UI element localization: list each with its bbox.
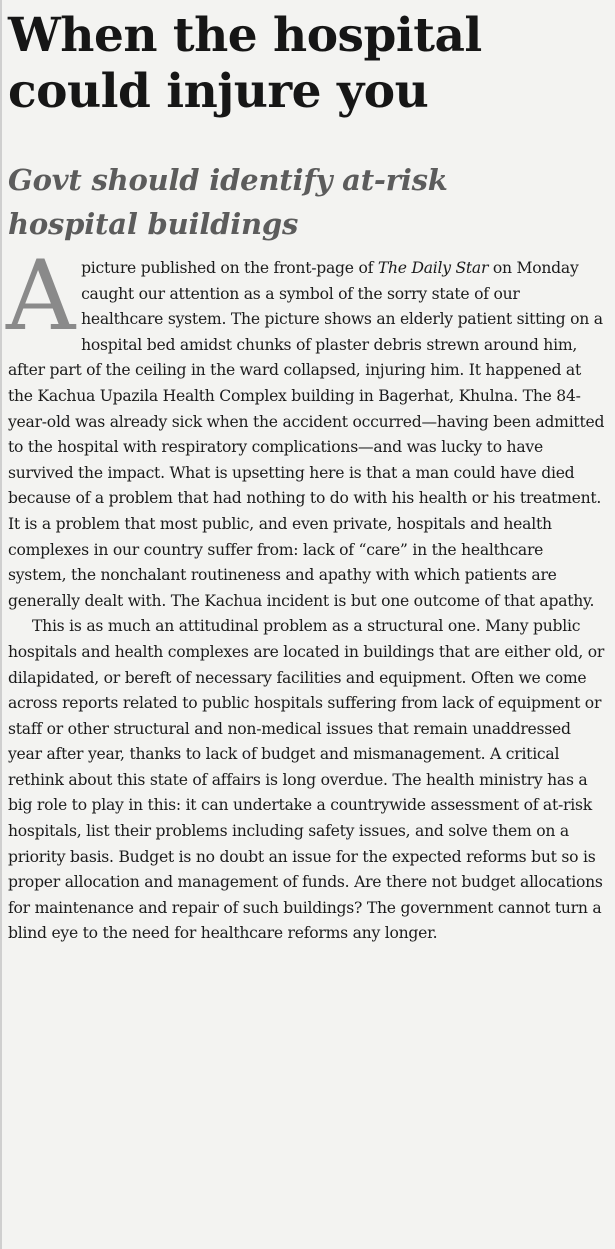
paragraph-2: This is as much an attitudinal problem as a structural one. Many public hospitals and health complexes are located in buildings that are either old, or dilapidated, or bereft of necessary facilities and equipment. Often we come across reports related to public hospitals suffering from lack of equipment or staff or other structural and non-medical issues that remain unaddressed year after year, thanks to lack of budget and mismanagement. A critical rethink about this state of affairs is long overdue. The health ministry has a big role to play in this: it can undertake a countrywide assessment of at-risk hospitals, list their problems including safety issues, and solve them on a priority basis. Budget is no doubt an issue for the expected reforms but so is proper allocation and management of funds. Are there not budget allocations for maintenance and repair of such buildings? The government cannot turn a blind eye to the need for healthcare reforms any longer. bbox=[8, 617, 605, 943]
paragraph-1 bbox=[6, 240, 606, 614]
paragraph-1-intro: picture published on the front-page of bbox=[81, 259, 378, 277]
article-body bbox=[6, 240, 606, 947]
publication-name: The Daily Star bbox=[377, 259, 489, 277]
headline-line-1: When the hospital bbox=[8, 8, 482, 63]
headline bbox=[8, 8, 608, 120]
subheadline-line-2: hospital buildings bbox=[8, 207, 299, 241]
drop-cap: A bbox=[6, 240, 76, 352]
subheadline-line-1: Govt should identify at-risk bbox=[8, 163, 448, 197]
headline-line-2: could injure you bbox=[8, 64, 429, 119]
column-rule bbox=[0, 0, 2, 1249]
paragraph-1-text: on Monday caught our attention as a symbol of the sorry state of our healthcare system. The picture shows an elderly patient sitting on a hospital bed amidst chunks of plaster debris strewn around him, after part of the ceiling in the ward collapsed, injuring him. It happened at the Kachua Upazila Health Complex building in Bagerhat, Khulna. The 84-year-old was already sick when the accident occurred—having been admitted to the hospital with respiratory complications—and was lucky to have survived the impact. What is upsetting here is that a man could have died because of a problem that had nothing to do with his health or his treatment. It is a problem that most public, and even private, hospitals and health complexes in our country suffer from: lack of “care” in the healthcare system, the nonchalant routineness and apathy with which patients are generally dealt with. The Kachua incident is but one outcome of that apathy. bbox=[8, 259, 605, 610]
subheadline bbox=[8, 158, 608, 246]
